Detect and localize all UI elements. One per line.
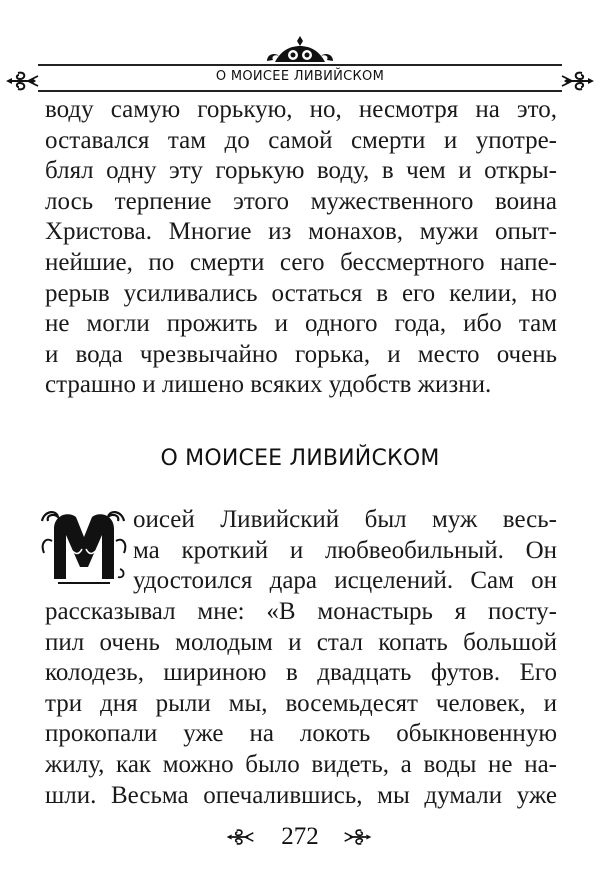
continued-paragraph bbox=[45, 95, 557, 401]
running-header bbox=[0, 28, 600, 88]
fleuron-right-icon bbox=[560, 69, 596, 93]
text-line: рассказывал мне: «В монастырь я посту- bbox=[45, 598, 557, 625]
text-line: удостоился дара исцелений. Сам он bbox=[133, 567, 557, 595]
text-line: рерыв усиливались остаться в его келии, но bbox=[45, 279, 557, 307]
header-rule-bottom bbox=[38, 90, 562, 92]
text-line: шли. Весьма опечалившись, мы думали уже bbox=[45, 781, 557, 809]
drop-cap-lines bbox=[133, 505, 557, 597]
text-line: страшно и лишено всяких удобств жизни. bbox=[45, 371, 492, 399]
page-number: 272 bbox=[281, 823, 319, 850]
crown-ornament-icon bbox=[263, 34, 337, 64]
fleuron-right-icon bbox=[343, 827, 373, 847]
text-line: колодезь, шириною в двадцать футов. Его bbox=[45, 659, 557, 687]
text-line: ма кроткий и любвеобильный. Он bbox=[133, 536, 557, 564]
text-line: прокопали уже на локоть обыкновенную bbox=[45, 720, 557, 748]
text-line: Христова. Многие из монахов, мужи опыт- bbox=[45, 218, 557, 246]
text-line: три дня рыли мы, восемьдесят человек, и bbox=[45, 689, 557, 717]
text-line: лось терпение этого мужественного воина bbox=[45, 187, 557, 215]
running-header-title: О МОИСЕЕ ЛИВИЙСКОМ bbox=[215, 69, 385, 84]
header-rule-top bbox=[38, 64, 562, 66]
text-line: оисей Ливийский был муж весь- bbox=[133, 506, 557, 533]
text-line: нейшие, по смерти сего бессмертного напе- bbox=[45, 248, 557, 276]
section-paragraph bbox=[45, 597, 557, 811]
drop-cap-m-icon bbox=[38, 507, 130, 587]
section-heading: О МОИСЕЕ ЛИВИЙСКОМ bbox=[160, 446, 440, 471]
text-line: блял одну эту горькую воду, в чем и откры- bbox=[45, 157, 557, 185]
text-line: и вода чрезвычайно горька, и место очень bbox=[45, 340, 557, 368]
text-line: воду самую горькую, но, несмотря на это, bbox=[45, 96, 557, 123]
text-line: не могли прожить и одного года, ибо там bbox=[45, 310, 557, 338]
text-line: жилу, как можно было видеть, а воды не на- bbox=[45, 750, 557, 778]
text-line: оставался там до самой смерти и употре- bbox=[45, 126, 557, 154]
page-footer bbox=[0, 822, 600, 852]
text-line: пил очень молодым и стал копать большой bbox=[45, 628, 557, 656]
